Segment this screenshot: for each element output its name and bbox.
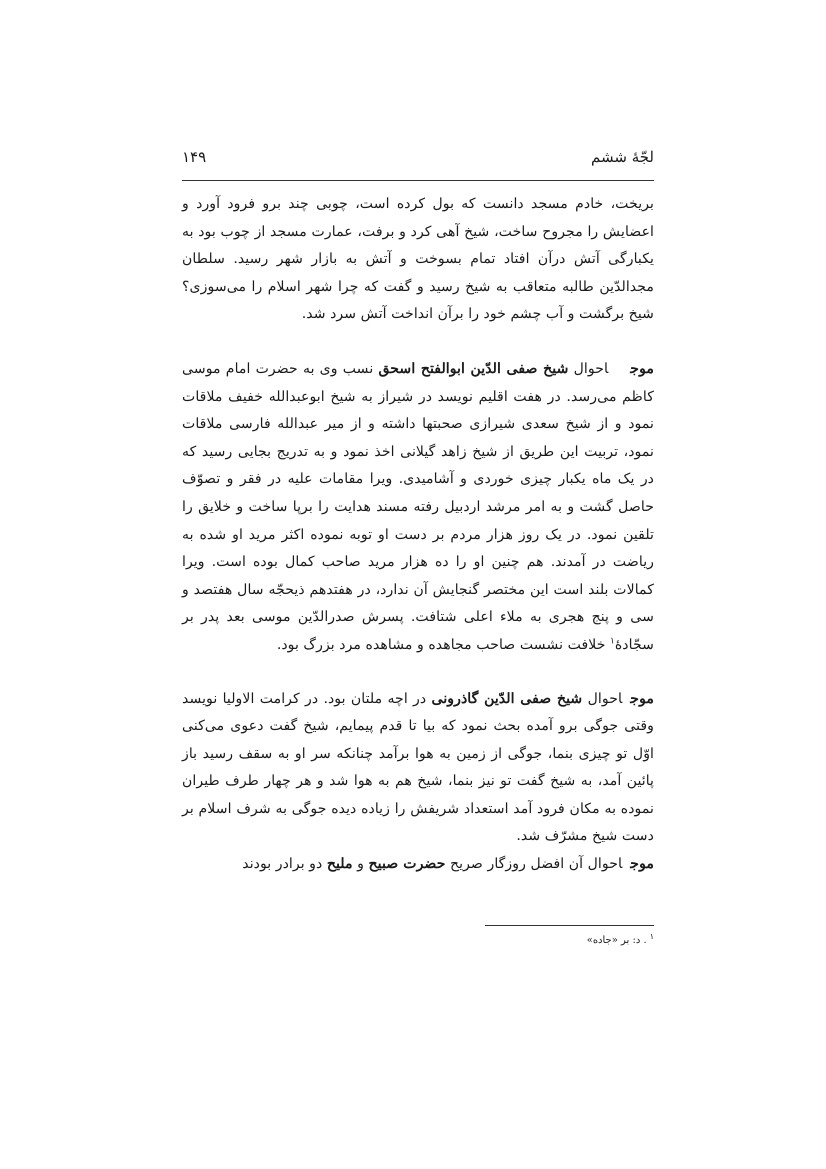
paragraph-section bbox=[182, 686, 654, 852]
paragraph-section bbox=[182, 356, 654, 660]
paragraph-text: نسب وی به حضرت امام موسی کاظم می‌رسد. در هفت اقلیم نویسد در شیراز به شیخ ابوعبدالله خفیف ملاقات نمود و از شیخ سعدی شیرازی صحبتها داشته و از میر عبدالله فارسی ملاقات نمود، تربیت این طریق از شیخ زاهد گیلانی اخذ نمود و به تدریج بجایی رسید که در یک ماه یکبار چیزی خوردی و آشامیدی. ویرا مقامات علیه در فقر و تصوّف حاصل گشت و به امر مرشد اردبیل رفته مسند هدایت را برپا ساخت و خلایق را تلقین نمود. در یک روز هزار مردم بر دست او توبه نموده اکثر مرید او شده به ریاضت در آمدند. هم چنین او را ده هزار مرید صاحب کمال بوده است. ویرا کمالات بلند است این مختصر گنجایش آن ندارد، در هفتدهم ذیحجّه سال هفتصد و سی و پنج هجری به ملاء اعلی شتافت. پسرش صدرالدّین موسی بعد پدر بر سجّادهٔ bbox=[182, 360, 654, 653]
body-text bbox=[182, 191, 654, 879]
footnote-number: ۱ bbox=[649, 931, 654, 941]
page-header bbox=[182, 148, 654, 172]
paragraph-continued bbox=[182, 191, 654, 329]
person-name: شیخ صفی الدّین گاذرونی bbox=[431, 690, 583, 707]
footnote-text: . د: بر «جاده» bbox=[586, 935, 647, 946]
paragraph-text: در اچه ملتان بود. در کرامت الاولیا نویسد وقتی جوگی برو آمده بحث نمود که بیا تا قدم پیمایم، شیخ گفت دعوی می‌کنی اوّل تو چیزی بنما، جوگی از زمین به هوا برآمد چنانکه سر او به سقف رسید باز پائین آمد، به شیخ گفت تو نیز بنما، شیخ هم به هوا شد و هر چهار طرف طیران نموده به مکان فرود آمد استعداد شریفش را زیاده دیده جوگی به شرف اسلام بر دست شیخ مشرّف شد. bbox=[182, 690, 654, 845]
person-name: شیخ صفی الدّین ابوالفتح اسحق bbox=[378, 360, 569, 377]
person-name: حضرت صبیح bbox=[368, 856, 446, 873]
footnote-reference: ۱ bbox=[610, 636, 615, 647]
footnote bbox=[182, 931, 654, 948]
conjunction: و bbox=[357, 856, 364, 873]
section-marker: موج bbox=[630, 360, 654, 377]
header-rule bbox=[182, 180, 654, 181]
paragraph-text: بریخت، خادم مسجد دانست که بول کرده است، چوبی چند برو فرود آورد و اعضایش را مجروح ساخت، شیخ آهی کرد و برفت، عمارت مسجد از چوب بود به یکبارگی آتش درآن افتاد تمام بسوخت و آتش به بازار شهر رسید. سلطان مجدالدّین طالبه متعاقب به شیخ رسید و گفت که چرا شهر اسلام را می‌سوزی؟ شیخ برگشت و آب چشم خود را برآن انداخت آتش سرد شد. bbox=[182, 196, 654, 323]
paragraph-text: دو برادر بودند bbox=[242, 856, 323, 873]
running-title: لجّهٔ ششم bbox=[591, 148, 654, 166]
person-name: ملیح bbox=[326, 856, 353, 873]
paragraph-section bbox=[182, 851, 654, 879]
lead-text: احوال آن افضل روزگار صریح bbox=[449, 856, 623, 873]
lead-text: احوال bbox=[573, 360, 609, 377]
paragraph-text-continued: خلافت نشست صاحب مجاهده و مشاهده مرد بزرگ بود. bbox=[276, 636, 606, 653]
page-number: ۱۴۹ bbox=[182, 148, 207, 166]
section-marker: موج bbox=[630, 690, 654, 707]
lead-text: احوال bbox=[587, 690, 623, 707]
section-marker: موج bbox=[630, 856, 654, 873]
footnote-rule bbox=[485, 925, 654, 926]
